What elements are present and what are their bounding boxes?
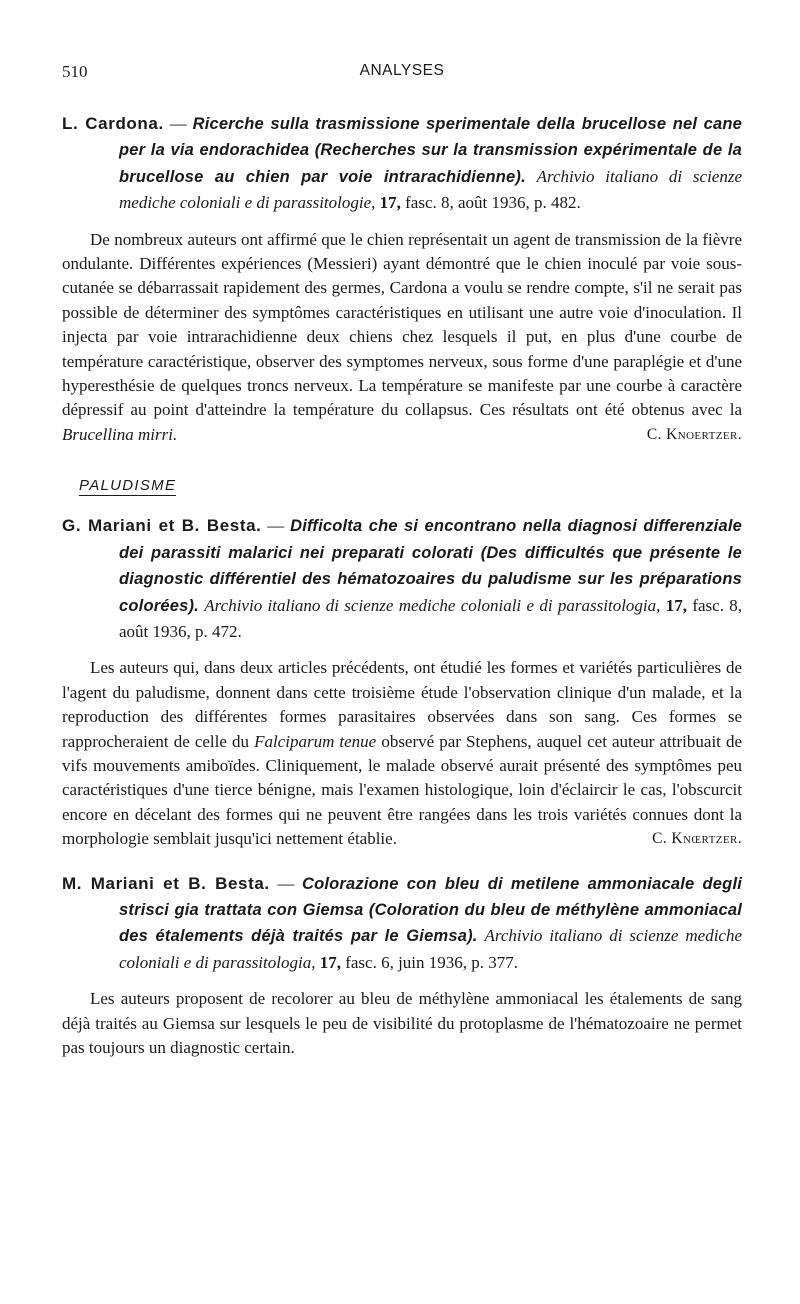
reference-mariani-1: [62, 513, 742, 644]
section-heading: PALUDISME: [79, 477, 177, 495]
reference-authors: G. Mariani et B. Besta.: [62, 516, 262, 536]
reference-journal: Archivio italiano di scienze mediche coloniali e di parassitologia,: [204, 595, 661, 615]
abstract-mariani-1: [62, 656, 742, 851]
reference-title: Ricerche sulla trasmissione sperimentale della brucellose nel cane per la via endorachidea (Recherches sur la transmission expérimentale de la brucellose au chien par voie intrarachidienne).: [119, 115, 743, 186]
running-header: [62, 62, 742, 92]
abstract-text: Les auteurs qui, dans deux articles précédents, ont étudié les formes et variétés particulières de l'agent du paludisme, donnent dans cette troisième étude l'observation clinique d'un malade, et la reproduction des différentes formes parasitaires observées dans son sang. Ces formes se rapprocheraient de celle du: [62, 658, 742, 751]
reference-title: Difficolta che si encontrano nella diagnosi differenziale dei parassiti malarici nei preparati colorati (Des difficultés que présente le diagnostic différentiel des hématozoaires du paludisme sur les préparations colorées).: [119, 517, 742, 615]
page: [62, 62, 742, 1060]
reference-dash: —: [269, 873, 302, 893]
reviewer-signature: C. Knoertzer.: [646, 425, 742, 443]
reference-volume: 17,: [379, 193, 401, 213]
reference-cardona: [62, 111, 742, 216]
reference-volume: 17,: [665, 595, 687, 615]
abstract-mariani-2: [62, 987, 742, 1060]
reference-mariani-2: [62, 871, 742, 976]
reference-authors: M. Mariani et B. Besta.: [62, 873, 270, 893]
running-title: ANALYSES: [359, 62, 445, 79]
abstract-text: De nombreux auteurs ont affirmé que le chien représentait un agent de transmission de la fièvre ondulante. Différentes expériences (Messieri) ayant démontré que le chien inoculé par voie sous-cutanée se débarrassait rapidement des germes, Cardona a voulu se rendre compte, s'il ne serait pas possible de déterminer des symptômes caractéristiques en utilisant une autre voie d'inoculation. Il injecta par voie intrarachidienne deux chiens chez lesquels il put, en plus d'une courbe de température caractéristique, observer des symptomes nerveux, sous forme d'une paraplégie et d'une hyperesthésie de quelques troncs nerveux. La température se manifeste par une courbe à caractère dépressif au point d'atteindre la température du collapsus. Ces résultats ont été obtenus avec la: [62, 229, 742, 420]
reference-details: fasc. 8, août 1936, p. 482.: [405, 193, 581, 213]
abstract-cardona: [62, 228, 742, 448]
reference-authors: L. Cardona.: [62, 114, 164, 133]
abstract-italic-term: Brucellina mirri.: [62, 424, 178, 444]
reference-journal: Archivio italiano di scienze mediche coloniali e di parassitologia,: [119, 926, 743, 972]
abstract-text-cont: observé par Stephens, auquel cet auteur attribuait de vifs mouvements amiboïdes. Cliniquement, le malade observé aurait présenté des symptômes peu caractéristiques d'une tierce bénigne, mais l'examen histologique, loin d'éclaircir le cas, l'obscurcit encore en décelant des formes qui ne peuvent être rangées dans les trois variétés connues dont la morphologie semblait jusqu'ici nettement établie.: [62, 731, 743, 849]
reviewer-signature: C. Knœrtzer.: [652, 830, 742, 848]
reference-dash: —: [163, 114, 193, 133]
reference-dash: —: [261, 516, 291, 536]
reference-journal: Archivio italiano di scienze mediche coloniali e di parassitologie,: [119, 166, 742, 213]
abstract-italic-term: Falciparum tenue: [254, 731, 377, 751]
reference-volume: 17,: [319, 952, 341, 972]
abstract-text: Les auteurs proposent de recolorer au bleu de méthylène ammoniacal les étalements de sang déjà traités au Giemsa sur lesquels le peu de visibilité du protoplasme de l'hématozoaire ne permet pas toujours un diagnostic certain.: [62, 989, 742, 1057]
page-number: 510: [62, 62, 88, 81]
reference-details: fasc. 8, août 1936, p. 472.: [119, 595, 743, 641]
reference-title: Colorazione con bleu di metilene ammoniacale degli strisci gia trattata con Giemsa (Coloration du bleu de méthylène ammoniacal des étalements déjà traités par le Giemsa).: [119, 874, 743, 946]
reference-details: fasc. 6, juin 1936, p. 377.: [345, 952, 519, 972]
